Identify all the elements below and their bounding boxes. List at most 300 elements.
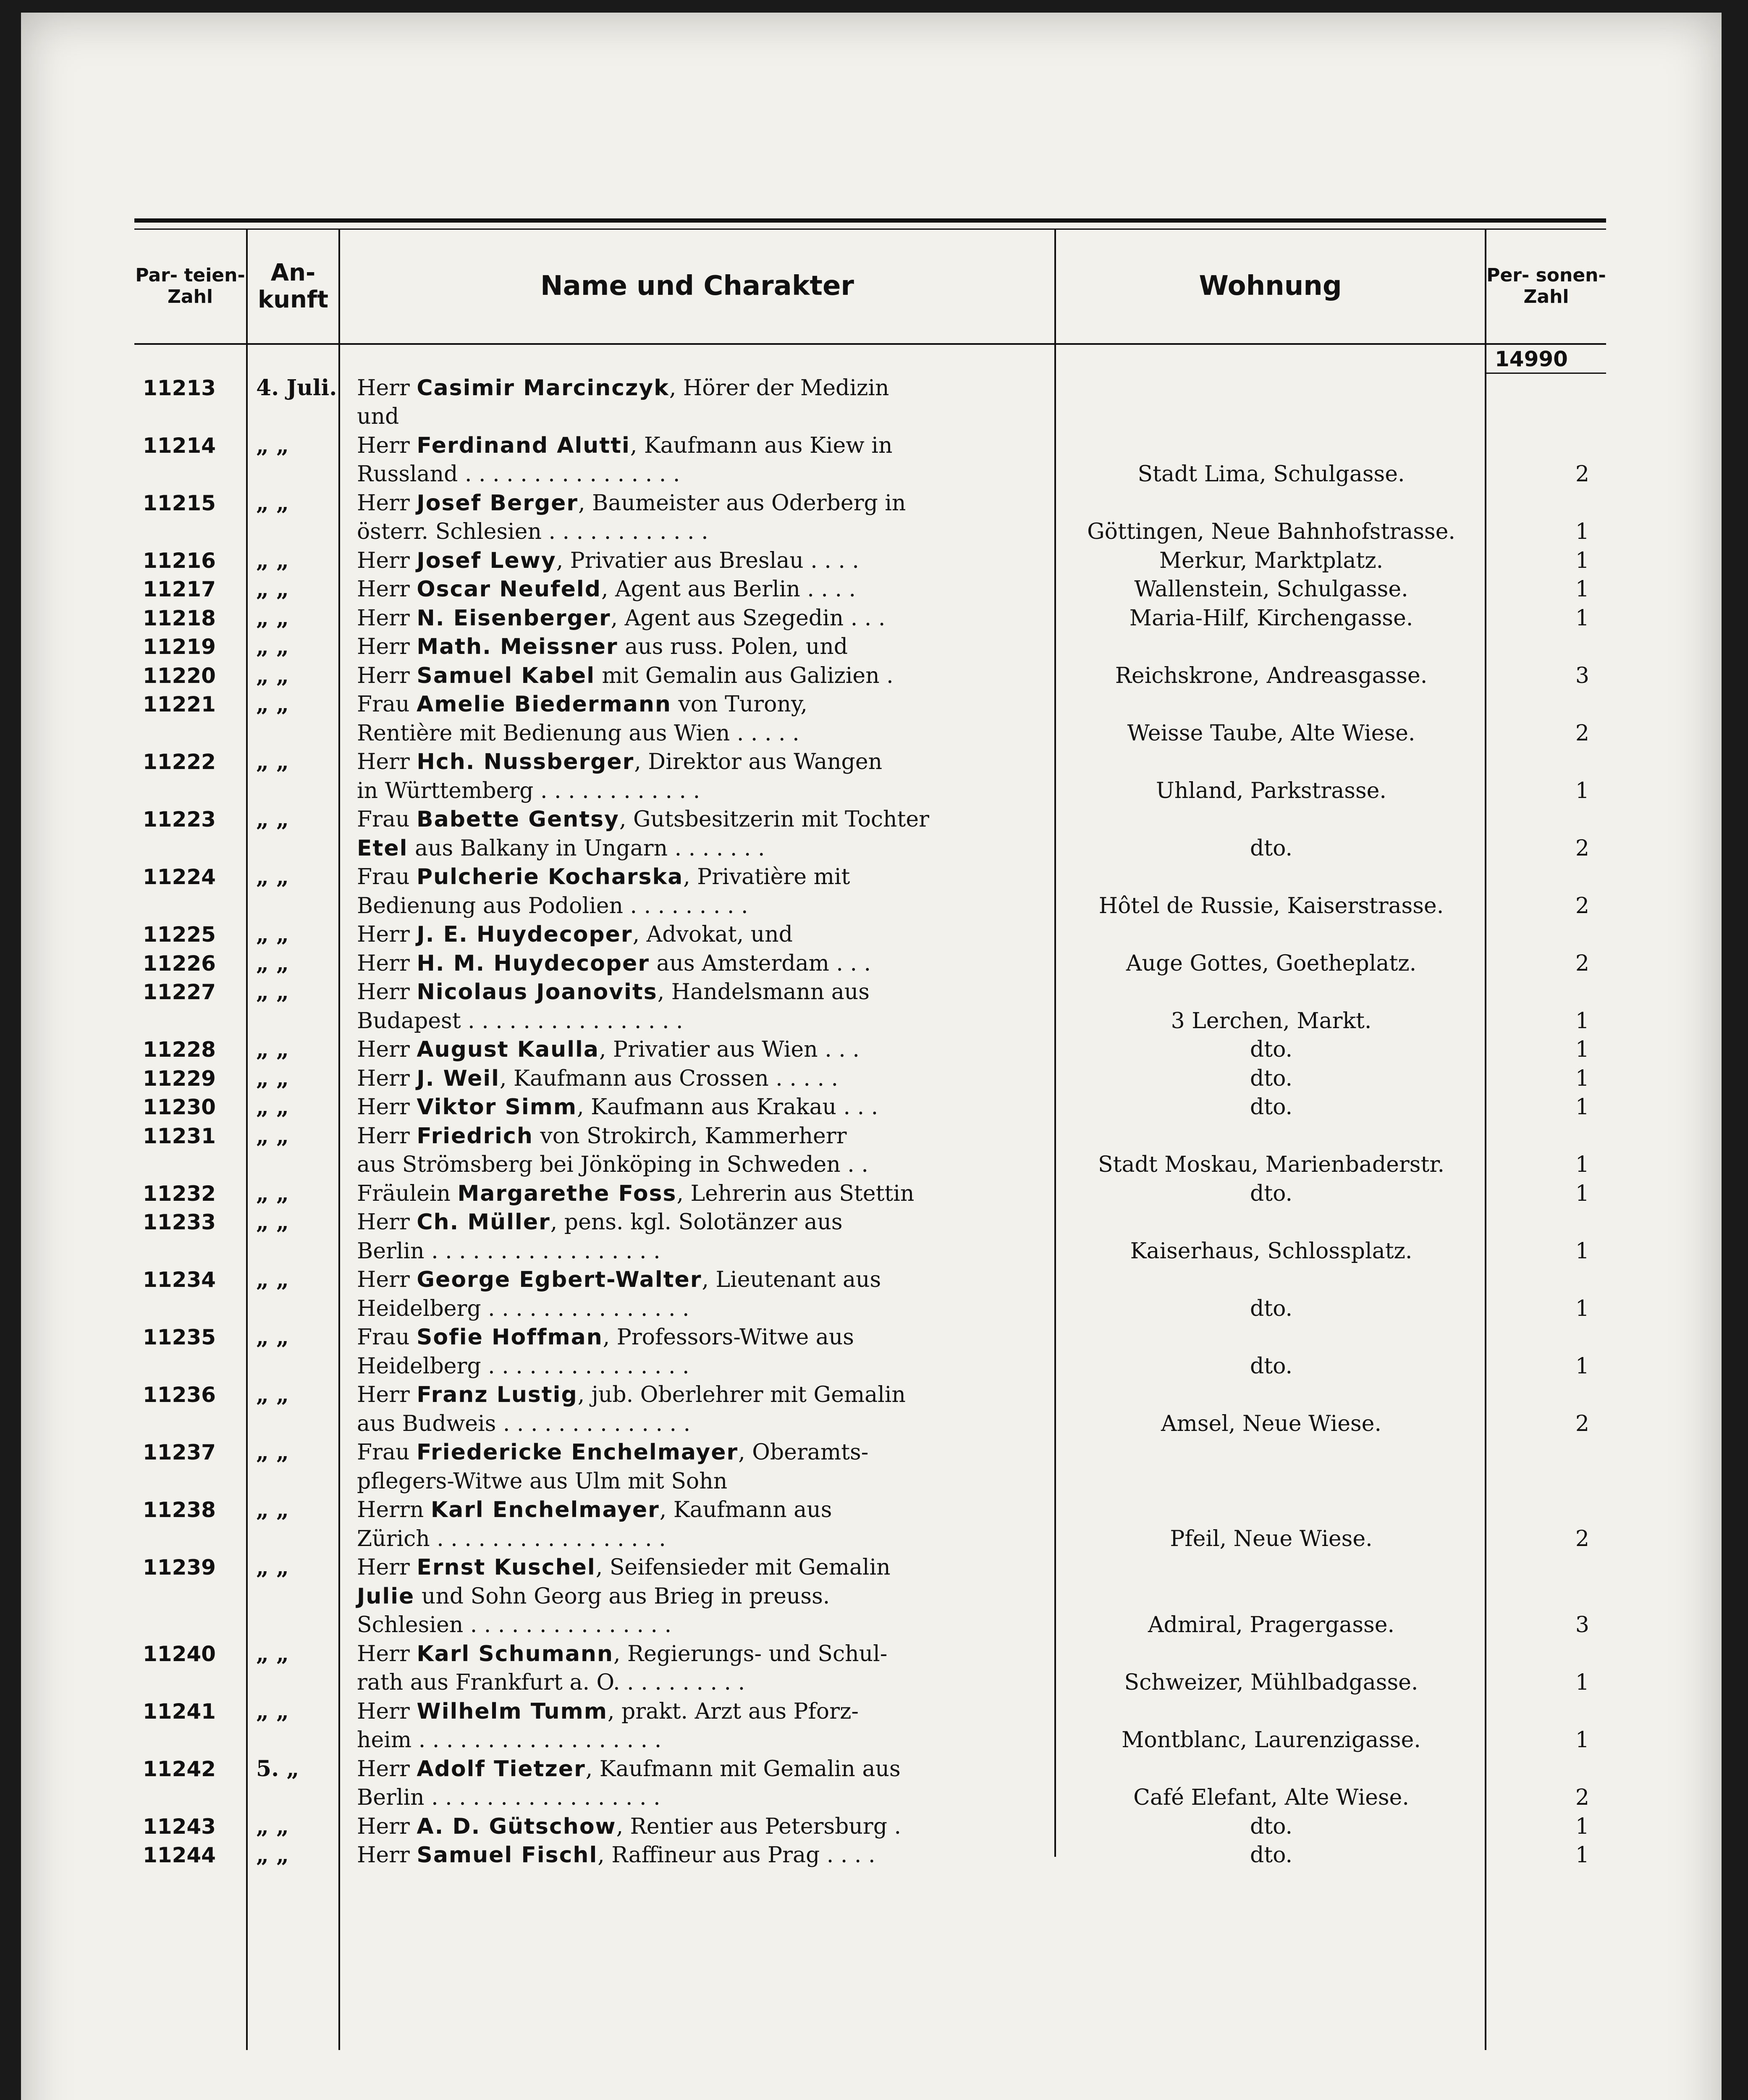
title-text: Herr [357, 375, 410, 401]
guest-name: Pulcherie Kocharska [416, 864, 684, 890]
name-and-character [340, 920, 1056, 949]
arrival-date: „ „ [256, 547, 289, 573]
party-number [134, 1007, 248, 1036]
list-item [134, 748, 1606, 777]
guest-name: Casimir Marcinczyk [417, 375, 669, 401]
residence [1056, 1381, 1486, 1410]
description-text: von Strokirch, Kammerherr [533, 1123, 847, 1149]
person-count: 1 [1575, 1843, 1589, 1868]
name-and-character [340, 1150, 1056, 1179]
name-and-character [340, 1294, 1056, 1323]
list-item [134, 1582, 1606, 1611]
person-count: 1 [1575, 1095, 1589, 1120]
title-text: aus Budweis . . . . . . . . . . . . . . [357, 1411, 691, 1436]
title-text: in Württemberg . . . . . . . . . . . . [357, 778, 700, 803]
guest-name: Nicolaus Joanovits [417, 979, 658, 1005]
person-count: 3 [1575, 663, 1589, 688]
description-text: und Sohn Georg aus Brieg in preuss. [414, 1583, 830, 1609]
party-number [134, 777, 248, 806]
person-count [1486, 1467, 1606, 1496]
title-text: Herr [357, 605, 410, 631]
residence: Göttingen, Neue Bahnhofstrasse. [1087, 519, 1455, 544]
name-and-character [340, 662, 1056, 690]
residence: Reichskrone, Andreasgasse. [1115, 663, 1428, 688]
arrival-date: „ „ [256, 1698, 289, 1724]
party-number [134, 719, 248, 748]
residence [1056, 1553, 1486, 1582]
party-number: 11231 [143, 1124, 216, 1148]
party-number [134, 1783, 248, 1812]
list-item [134, 460, 1606, 489]
arrival-date: „ „ [256, 1267, 289, 1292]
person-count: 2 [1575, 1411, 1589, 1436]
party-number [134, 1726, 248, 1755]
title-text: Budapest . . . . . . . . . . . . . . . . [357, 1008, 683, 1034]
party-number: 11235 [143, 1325, 216, 1349]
list-item [134, 863, 1606, 892]
description-text: , jub. Oberlehrer mit Gemalin [577, 1382, 906, 1407]
description-text: , Kaufmann aus Kiew in [630, 433, 893, 458]
guest-name: Viktor Simm [417, 1095, 577, 1120]
guest-name: Franz Lustig [417, 1382, 578, 1407]
description-text: , Handelsmann aus [657, 979, 870, 1005]
party-number [134, 517, 248, 546]
arrival-date [248, 402, 340, 431]
title-text: Bedienung aus Podolien . . . . . . . . . [357, 893, 748, 919]
name-and-character [340, 1352, 1056, 1381]
name-and-character [340, 1438, 1056, 1467]
carry-over-row [134, 345, 1606, 374]
guest-name: George Egbert-Walter [417, 1267, 702, 1292]
arrival-date [248, 719, 340, 748]
list-item [134, 374, 1606, 403]
description-text: , Regierungs- und Schul- [613, 1641, 888, 1667]
list-item [134, 1697, 1606, 1726]
name-and-character [340, 1093, 1056, 1122]
guest-name: H. M. Huydecoper [417, 950, 650, 976]
residence: dto. [1250, 1095, 1293, 1120]
arrival-date: „ „ [256, 490, 289, 516]
description-text: , Oberamts- [738, 1440, 869, 1465]
name-and-character [340, 978, 1056, 1007]
person-count: 1 [1575, 1152, 1589, 1177]
title-text: Frau [357, 1325, 410, 1350]
arrival-date: „ „ [256, 950, 289, 976]
description-text: , Privatière mit [683, 864, 850, 890]
person-count [1486, 1438, 1606, 1467]
name-and-character [340, 892, 1056, 921]
residence [1056, 863, 1486, 892]
arrival-date: „ „ [256, 1065, 289, 1091]
name-and-character [340, 1179, 1056, 1208]
residence [1056, 374, 1486, 403]
person-count [1486, 805, 1606, 834]
title-text: Herr [357, 1267, 410, 1292]
list-item [134, 1812, 1606, 1841]
description-text: , Kaufmann mit Gemalin aus [585, 1756, 901, 1782]
person-count: 1 [1575, 1814, 1589, 1839]
person-count [1486, 1381, 1606, 1410]
description-text: , Baumeister aus Oderberg in [578, 490, 906, 516]
residence [1056, 690, 1486, 719]
title-text: Herr [357, 1843, 410, 1868]
person-count: 2 [1575, 720, 1589, 746]
party-number [134, 1668, 248, 1697]
list-item [134, 402, 1606, 431]
person-count [1486, 1208, 1606, 1237]
name-and-character [340, 1007, 1056, 1036]
name-and-character [340, 1668, 1056, 1697]
person-count [1486, 1323, 1606, 1352]
list-item [134, 777, 1606, 806]
residence: dto. [1250, 1843, 1293, 1868]
title-text: Herr [357, 1095, 410, 1120]
list-item [134, 805, 1606, 834]
party-number [134, 1237, 248, 1266]
guest-name: Samuel Kabel [417, 663, 595, 688]
residence: dto. [1250, 1353, 1293, 1379]
description-text: , Raffineur aus Prag . . . . [598, 1843, 875, 1868]
party-number: 11236 [143, 1383, 216, 1407]
residence: Hôtel de Russie, Kaiserstrasse. [1098, 893, 1444, 919]
arrival-date: „ „ [256, 1813, 289, 1839]
party-number: 11233 [143, 1210, 216, 1234]
residence: dto. [1250, 1066, 1293, 1091]
arrival-date [248, 1726, 340, 1755]
party-number [134, 460, 248, 489]
guest-name: Amelie Biedermann [416, 692, 671, 717]
title-text: Berlin . . . . . . . . . . . . . . . . . [357, 1238, 660, 1264]
arrival-date [248, 1352, 340, 1381]
person-count: 2 [1575, 835, 1589, 861]
title-text: österr. Schlesien . . . . . . . . . . . . [357, 519, 708, 544]
list-item [134, 1496, 1606, 1525]
list-item [134, 1726, 1606, 1755]
party-number [134, 834, 248, 863]
title-text: Herrn [357, 1497, 424, 1522]
residence: 3 Lerchen, Markt. [1171, 1008, 1372, 1034]
title-text: Herr [357, 950, 410, 976]
description-text: , Professors-Witwe aus [603, 1325, 854, 1350]
person-count: 2 [1575, 462, 1589, 487]
description-text: , Agent aus Berlin . . . . [601, 577, 856, 602]
name-and-character [340, 1697, 1056, 1726]
person-count: 1 [1575, 1008, 1589, 1034]
guest-name: Sofie Hoffman [416, 1325, 603, 1350]
list-item [134, 575, 1606, 604]
party-number: 11232 [143, 1181, 216, 1206]
arrival-date [248, 1294, 340, 1323]
description-text: , Direktor aus Wangen [634, 749, 883, 774]
title-text: Herr [357, 663, 410, 688]
guest-list-table [134, 218, 1606, 1870]
table-body [134, 345, 1606, 1870]
residence: dto. [1250, 1181, 1293, 1206]
party-number [134, 1410, 248, 1438]
party-number [134, 892, 248, 921]
name-and-character [340, 1237, 1056, 1266]
arrival-date [248, 777, 340, 806]
title-text: heim . . . . . . . . . . . . . . . . . . [357, 1727, 662, 1753]
title-text: Herr [357, 922, 410, 947]
title-text: Rentière mit Bedienung aus Wien . . . . . [357, 720, 799, 746]
guest-name: Wilhelm Tumm [417, 1698, 608, 1724]
name-and-character [340, 1841, 1056, 1870]
party-number: 11218 [143, 606, 216, 630]
arrival-date: „ „ [256, 749, 289, 774]
name-and-character [340, 719, 1056, 748]
arrival-date [248, 1783, 340, 1812]
list-item [134, 1352, 1606, 1381]
guest-name: Friedrich [417, 1123, 533, 1149]
guest-name: J. E. Huydecoper [417, 922, 633, 947]
header-name-und-charakter: Name und Charakter [340, 230, 1056, 343]
description-text: von Turony, [671, 692, 807, 717]
title-text: Herr [357, 1066, 410, 1091]
name-and-character [340, 1122, 1056, 1151]
title-text: Herr [357, 490, 410, 516]
party-number: 11216 [143, 548, 216, 573]
person-count: 2 [1575, 1785, 1589, 1810]
name-and-character [340, 949, 1056, 978]
title-text: Fräulein [357, 1181, 451, 1206]
guest-name: A. D. Gütschow [417, 1814, 616, 1839]
name-and-character [340, 1553, 1056, 1582]
description-text: , Lehrerin aus Stettin [676, 1181, 915, 1206]
party-number: 11234 [143, 1268, 216, 1292]
name-and-character [340, 489, 1056, 518]
party-number [134, 1525, 248, 1554]
residence [1056, 1755, 1486, 1784]
residence [1056, 633, 1486, 662]
party-number [134, 1611, 248, 1640]
list-item [134, 1611, 1606, 1640]
list-item [134, 1093, 1606, 1122]
list-item [134, 1438, 1606, 1467]
residence [1056, 1323, 1486, 1352]
person-count [1486, 1265, 1606, 1294]
person-count: 1 [1575, 1296, 1589, 1321]
title-text: Russland . . . . . . . . . . . . . . . . [357, 462, 680, 487]
person-count [1486, 1582, 1606, 1611]
guest-name: Etel [357, 835, 408, 861]
name-and-character [340, 1208, 1056, 1237]
party-number [134, 1467, 248, 1496]
arrival-date: „ „ [256, 1497, 289, 1522]
list-item [134, 920, 1606, 949]
person-count: 3 [1575, 1612, 1589, 1638]
arrival-date [248, 834, 340, 863]
residence [1056, 1438, 1486, 1467]
residence [1056, 1582, 1486, 1611]
person-count: 1 [1575, 1037, 1589, 1062]
title-text: Herr [357, 634, 410, 659]
residence: Maria-Hilf, Kirchengasse. [1129, 605, 1413, 631]
description-text: , Rentier aus Petersburg . [616, 1814, 902, 1839]
name-and-character [340, 1812, 1056, 1841]
party-number: 11229 [143, 1066, 216, 1091]
description-text: , Privatier aus Wien . . . [599, 1037, 860, 1062]
person-count: 1 [1575, 605, 1589, 631]
person-count: 2 [1575, 950, 1589, 976]
header-parteien-zahl: Par- teien- Zahl [134, 230, 248, 343]
list-item [134, 1755, 1606, 1784]
arrival-date: „ „ [256, 1094, 289, 1120]
party-number: 11243 [143, 1814, 216, 1839]
person-count [1486, 863, 1606, 892]
title-text: Herr [357, 749, 410, 774]
title-text: und [357, 404, 399, 429]
name-and-character [340, 402, 1056, 431]
residence: Admiral, Pragergasse. [1148, 1612, 1395, 1638]
residence [1056, 1697, 1486, 1726]
guest-name: Margarethe Foss [457, 1181, 677, 1206]
list-item [134, 1640, 1606, 1669]
arrival-date: „ „ [256, 1209, 289, 1235]
list-item [134, 719, 1606, 748]
person-count [1486, 1755, 1606, 1784]
guest-name: August Kaulla [417, 1037, 599, 1062]
residence: dto. [1250, 835, 1293, 861]
residence [1056, 1265, 1486, 1294]
name-and-character [340, 1323, 1056, 1352]
guest-name: Karl Enchelmayer [430, 1497, 660, 1522]
arrival-date: „ „ [256, 634, 289, 659]
title-text: Herr [357, 1123, 410, 1149]
guest-name: Julie [357, 1583, 415, 1609]
arrival-date: „ „ [256, 662, 289, 688]
person-count: 1 [1575, 1066, 1589, 1091]
arrival-date: „ „ [256, 806, 289, 832]
arrival-date: 4. Juli. [256, 375, 337, 401]
title-text: Herr [357, 1555, 410, 1580]
title-text: Zürich . . . . . . . . . . . . . . . . . [357, 1526, 666, 1551]
list-item [134, 1150, 1606, 1179]
title-text: Berlin . . . . . . . . . . . . . . . . . [357, 1785, 660, 1810]
guest-name: Karl Schumann [417, 1641, 613, 1667]
list-item [134, 949, 1606, 978]
residence [1056, 920, 1486, 949]
scanned-page [21, 13, 1722, 2100]
guest-name: Samuel Fischl [417, 1843, 598, 1868]
person-count [1486, 1496, 1606, 1525]
arrival-date: „ „ [256, 1123, 289, 1149]
arrival-date: „ „ [256, 979, 289, 1005]
person-count: 1 [1575, 1181, 1589, 1206]
list-item [134, 1237, 1606, 1266]
party-number: 11220 [143, 663, 216, 688]
residence: Pfeil, Neue Wiese. [1170, 1526, 1373, 1551]
list-item [134, 546, 1606, 575]
list-item [134, 604, 1606, 633]
party-number: 11224 [143, 865, 216, 889]
person-count [1486, 920, 1606, 949]
column-divider [246, 345, 248, 2050]
person-count: 1 [1575, 519, 1589, 544]
column-divider [1054, 345, 1056, 1857]
list-item [134, 1064, 1606, 1093]
list-item [134, 1323, 1606, 1352]
residence: Amsel, Neue Wiese. [1161, 1411, 1381, 1436]
name-and-character [340, 517, 1056, 546]
name-and-character [340, 575, 1056, 604]
residence [1056, 805, 1486, 834]
description-text: , Agent aus Szegedin . . . [611, 605, 886, 631]
residence [1056, 489, 1486, 518]
arrival-date [248, 517, 340, 546]
person-count: 1 [1575, 1727, 1589, 1753]
title-text: Frau [357, 864, 410, 890]
guest-name: Ferdinand Alutti [417, 433, 630, 458]
arrival-date [248, 1525, 340, 1554]
description-text: , Gutsbesitzerin mit Tochter [619, 807, 930, 832]
list-item [134, 978, 1606, 1007]
title-text: Herr [357, 1037, 410, 1062]
residence [1056, 1122, 1486, 1151]
guest-name: Josef Lewy [417, 548, 556, 573]
name-and-character [340, 633, 1056, 662]
name-and-character [340, 690, 1056, 719]
list-item [134, 834, 1606, 863]
entries-list [134, 374, 1606, 1870]
residence: dto. [1250, 1296, 1293, 1321]
person-count [1486, 690, 1606, 719]
person-count [1486, 431, 1606, 460]
residence [1056, 1208, 1486, 1237]
title-text: Herr [357, 1756, 410, 1782]
party-number: 11228 [143, 1037, 216, 1062]
description-text: , Kaufmann aus Krakau . . . [577, 1095, 878, 1120]
party-number: 11239 [143, 1555, 216, 1580]
description-text: , Hörer der Medizin [669, 375, 889, 401]
guest-name: J. Weil [417, 1066, 500, 1091]
table-header [134, 230, 1606, 345]
name-and-character [340, 1640, 1056, 1669]
residence: Stadt Moskau, Marienbaderstr. [1098, 1152, 1444, 1177]
party-number: 11221 [143, 692, 216, 717]
description-text: , Advokat, und [632, 922, 793, 947]
person-count [1486, 1122, 1606, 1151]
name-and-character [340, 863, 1056, 892]
name-and-character [340, 1467, 1056, 1496]
residence [1056, 431, 1486, 460]
name-and-character [340, 1783, 1056, 1812]
arrival-date: „ „ [256, 691, 289, 717]
list-item [134, 662, 1606, 690]
person-count [1486, 1553, 1606, 1582]
arrival-date: 5. „ [256, 1756, 299, 1782]
arrival-date: „ „ [256, 1382, 289, 1407]
residence: Café Elefant, Alte Wiese. [1133, 1785, 1409, 1810]
party-number [134, 1150, 248, 1179]
party-number: 11219 [143, 635, 216, 659]
party-number: 11241 [143, 1699, 216, 1724]
description-text: , prakt. Arzt aus Pforz- [607, 1698, 859, 1724]
person-count: 2 [1575, 893, 1589, 919]
party-number: 11227 [143, 980, 216, 1004]
name-and-character [340, 1582, 1056, 1611]
party-number [134, 1294, 248, 1323]
list-item [134, 1467, 1606, 1496]
carry-over-total: 14990 [1486, 345, 1606, 374]
party-number [134, 402, 248, 431]
person-count: 2 [1575, 1526, 1589, 1551]
person-count: 1 [1575, 577, 1589, 602]
guest-name: Hch. Nussberger [417, 749, 634, 774]
arrival-date: „ „ [256, 1324, 289, 1350]
residence [1056, 1640, 1486, 1669]
party-number: 11225 [143, 922, 216, 947]
